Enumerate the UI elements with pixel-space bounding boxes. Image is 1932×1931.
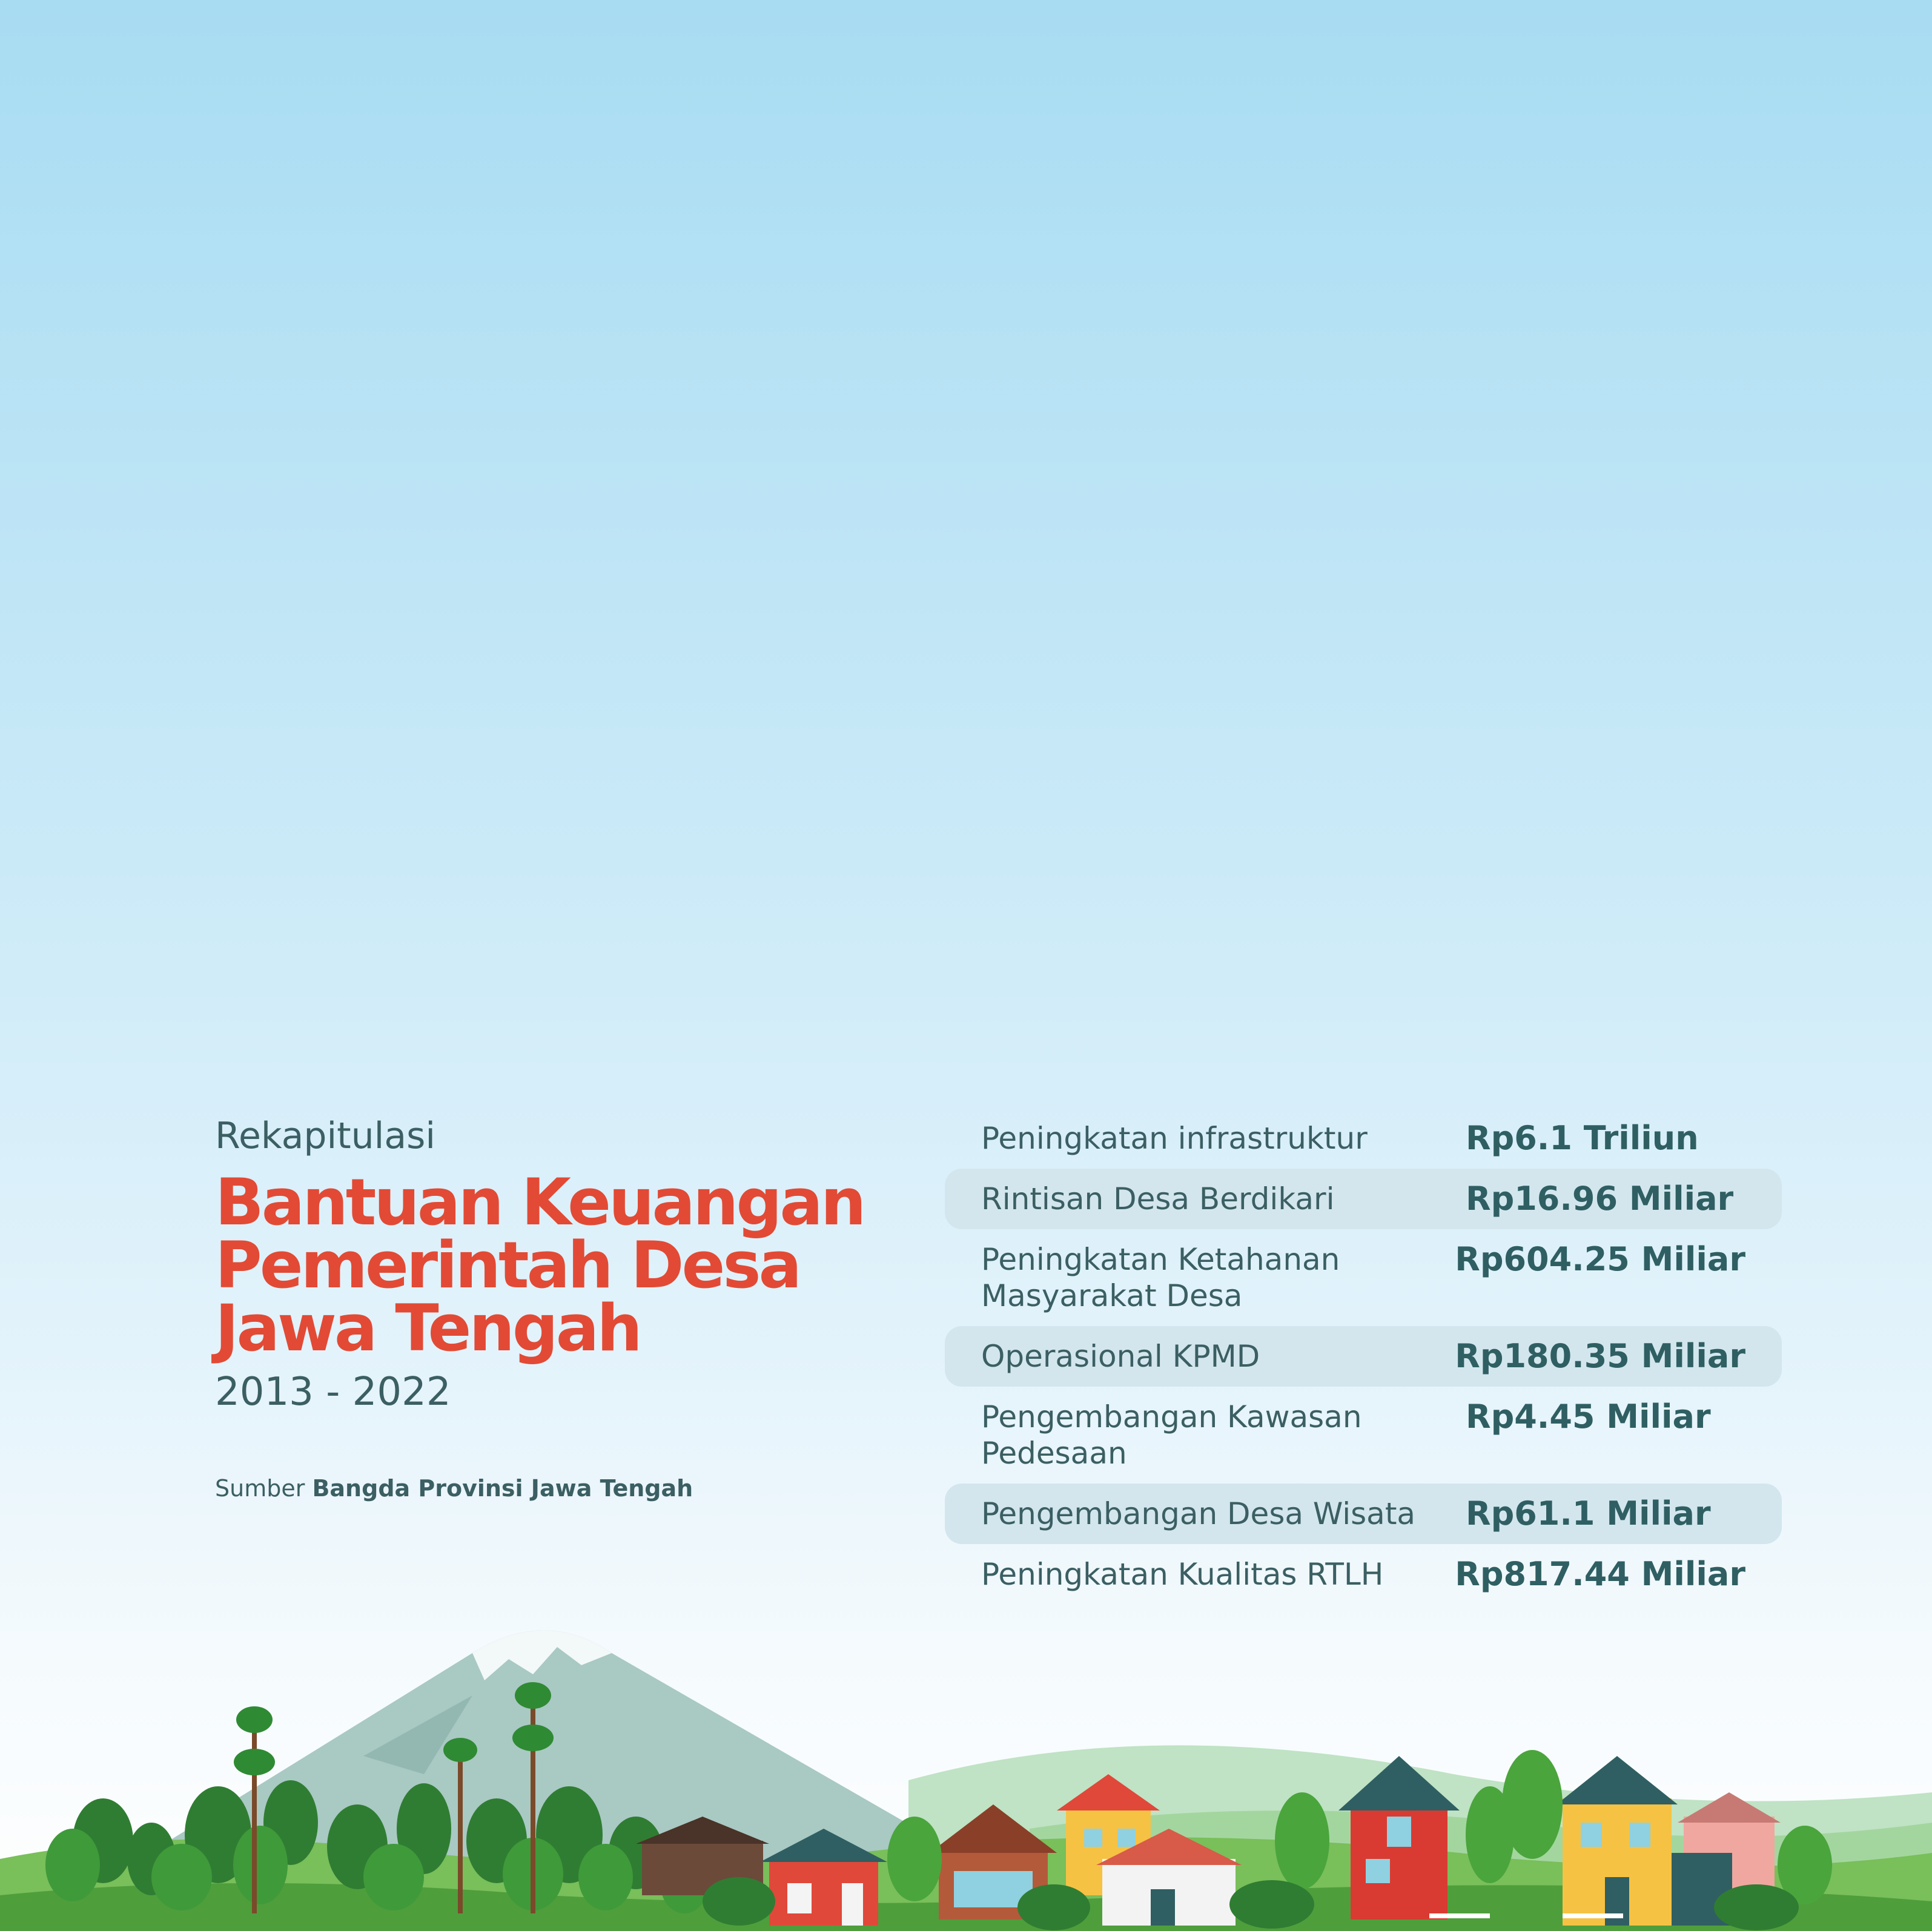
page-title <box>215 1165 911 1365</box>
source-prefix: Sumber <box>215 1475 305 1502</box>
title-line-2: Pemerintah Desa <box>215 1228 800 1302</box>
title-line-1: Bantuan Keuangan <box>215 1165 864 1239</box>
funding-list <box>945 1108 1782 1605</box>
item-value: Rp604.25 Miliar <box>1455 1240 1745 1278</box>
item-label: Peningkatan Kualitas RTLH <box>981 1557 1384 1592</box>
item-value: Rp16.96 Miliar <box>1466 1180 1734 1218</box>
item-label: Peningkatan Ketahanan Masyarakat Desa <box>981 1242 1340 1313</box>
kicker-text: Rekapitulasi <box>215 1115 436 1157</box>
item-value: Rp61.1 Miliar <box>1466 1494 1711 1533</box>
item-label: Pengembangan Kawasan Pedesaan <box>981 1399 1362 1471</box>
list-item <box>945 1229 1782 1326</box>
item-label: Rintisan Desa Berdikari <box>981 1181 1335 1216</box>
list-item <box>945 1326 1782 1387</box>
item-value: Rp180.35 Miliar <box>1455 1337 1745 1375</box>
landscape-illustration <box>0 1574 1932 1931</box>
list-item <box>945 1108 1782 1169</box>
source-line <box>215 1475 911 1502</box>
item-value: Rp6.1 Triliun <box>1466 1119 1699 1157</box>
list-item <box>945 1484 1782 1544</box>
header-block <box>215 1114 911 1502</box>
item-value: Rp817.44 Miliar <box>1455 1555 1745 1593</box>
item-label: Operasional KPMD <box>981 1339 1260 1374</box>
item-label: Peningkatan infrastruktur <box>981 1121 1368 1156</box>
year-range: 2013 - 2022 <box>215 1370 451 1414</box>
title-line-3: Jawa Tengah <box>215 1291 640 1365</box>
list-item <box>945 1169 1782 1229</box>
source-name: Bangda Provinsi Jawa Tengah <box>312 1475 693 1502</box>
list-item <box>945 1387 1782 1484</box>
item-label: Pengembangan Desa Wisata <box>981 1496 1416 1531</box>
item-value: Rp4.45 Miliar <box>1466 1398 1711 1436</box>
